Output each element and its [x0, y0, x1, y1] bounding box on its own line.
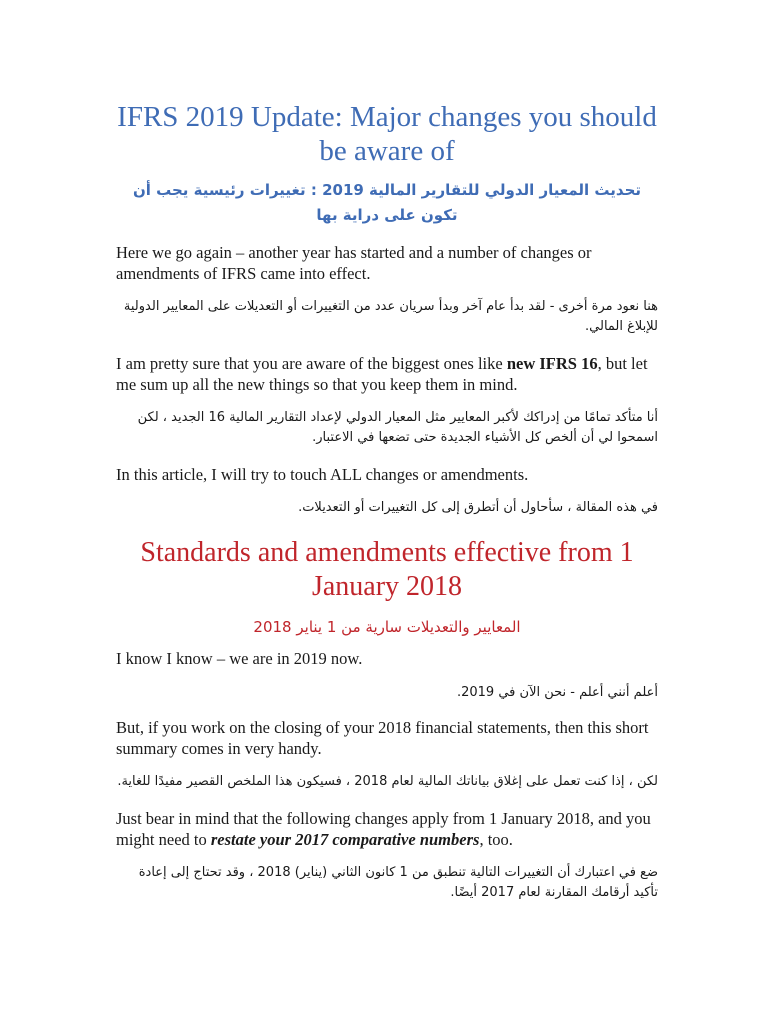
- closing-paragraph: But, if you work on the closing of your 2018 financial statements, then this short summary comes in very handy.: [116, 718, 649, 758]
- arabic-title: تحديث المعيار الدولي للتقارير المالية 2019 : تغييرات رئيسية يجب أن تكون على دراية بها: [132, 181, 642, 224]
- page-title: IFRS 2019 Update: Major changes you should be aware of: [117, 101, 657, 167]
- restate-text-end: , too.: [479, 830, 513, 849]
- restate-paragraph-arabic: ضع في اعتبارك أن التغييرات التالية تنطبق من 1 كانون الثاني (يناير) 2018 ، وقد تحتاج إلى إعادة تأكيد أرقامك المقارنة لعام 2017 أيضًا.: [138, 865, 658, 900]
- ifrs16-paragraph-arabic: أنا متأكد تمامًا من إدراكك لأكبر المعايير مثل المعيار الدولي لإعداد التقارير المالية 16 الجديد ، لكن اسمحوا لي أن ألخص كل الأشياء الجديدة حتى تضعها في الاعتبار.: [137, 410, 658, 445]
- article-scope-paragraph-arabic: في هذه المقالة ، سأحاول أن أتطرق إلى كل التغييرات أو التعديلات.: [298, 500, 658, 515]
- ifrs16-highlight: new IFRS 16: [506, 354, 598, 373]
- year-note-paragraph-arabic: أعلم أنني أعلم - نحن الآن في 2019.: [456, 685, 658, 700]
- restate-paragraph: [116, 808, 658, 850]
- intro-paragraph: Here we go again – another year has started and a number of changes or amendments of IFRS came into effect.: [116, 243, 592, 283]
- section-title: Standards and amendments effective from 1 January 2018: [140, 537, 634, 602]
- closing-paragraph-arabic: لكن ، إذا كنت تعمل على إغلاق بياناتك المالية لعام 2018 ، فسيكون هذا الملخص القصير مفيدًا للغاية.: [117, 774, 658, 789]
- year-note-paragraph: I know I know – we are in 2019 now.: [116, 649, 363, 668]
- ifrs16-paragraph: [116, 353, 658, 395]
- restate-highlight: restate your 2017 comparative numbers: [210, 830, 480, 849]
- article-scope-paragraph: In this article, I will try to touch ALL changes or amendments.: [116, 465, 529, 484]
- ifrs16-text-end: , but let me sum up all the new things so that you keep them in mind.: [116, 354, 648, 394]
- ifrs16-text-start: I am pretty sure that you are aware of the biggest ones like: [116, 354, 507, 373]
- section-title-arabic: المعايير والتعديلات سارية من 1 يناير 2018: [253, 618, 521, 636]
- intro-paragraph-arabic: هنا نعود مرة أخرى - لقد بدأ عام آخر وبدأ سريان عدد من التغييرات أو التعديلات على المعايير الدولية للإبلاغ المالي.: [123, 299, 658, 334]
- restate-text-start: Just bear in mind that the following changes apply from 1 January 2018, and you might need to: [116, 809, 651, 849]
